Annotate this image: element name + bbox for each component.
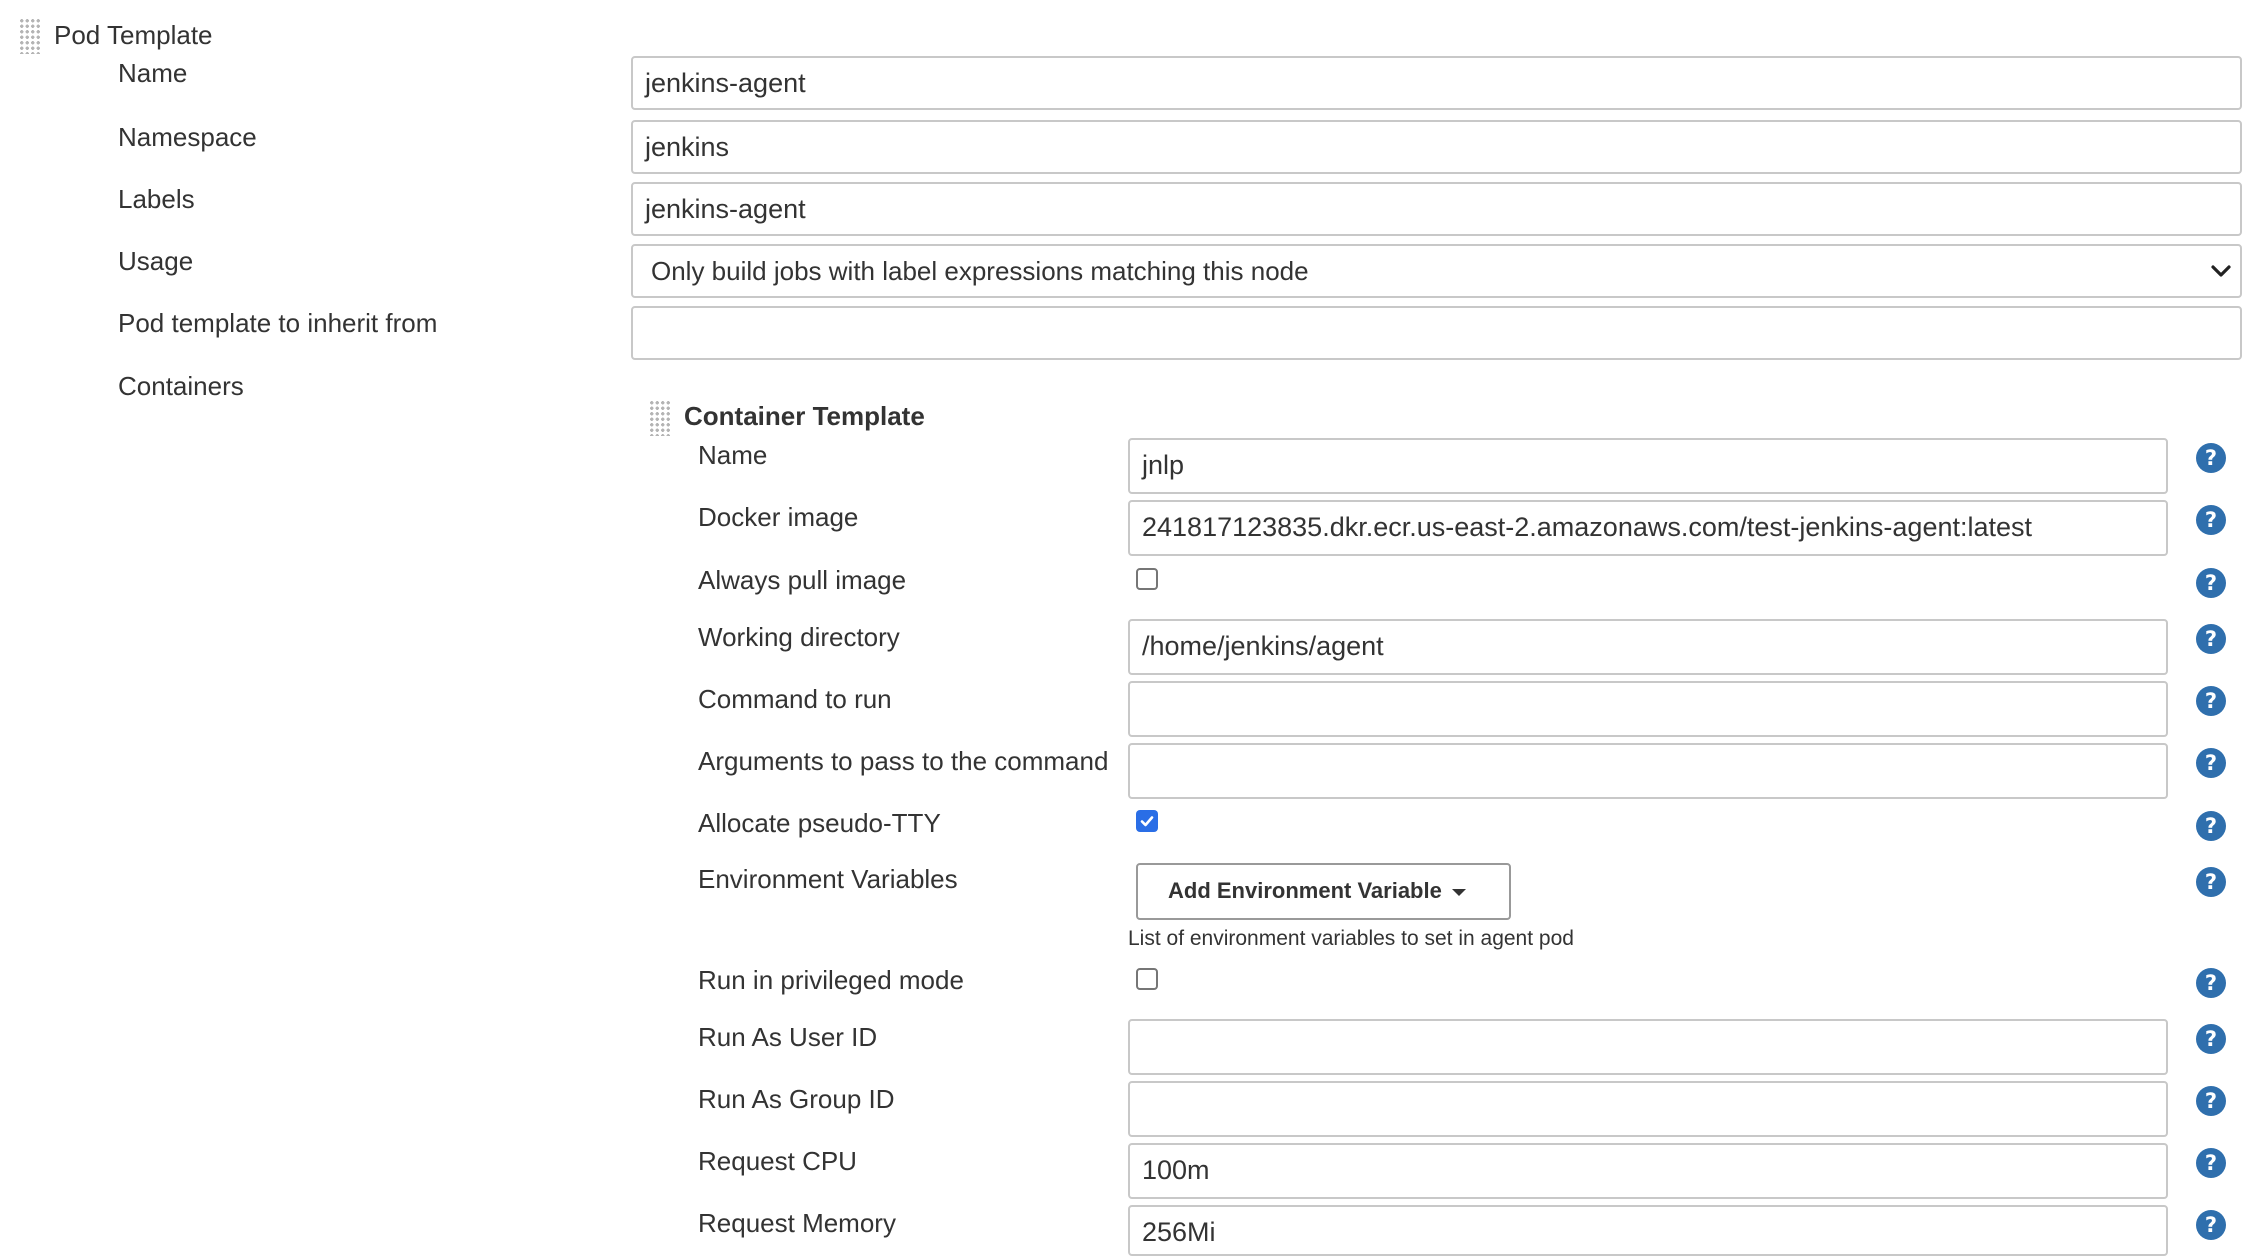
drag-handle-icon[interactable]: [19, 18, 41, 54]
always-pull-label: Always pull image: [698, 565, 907, 595]
env-vars-description: List of environment variables to set in agent pod: [1128, 927, 1574, 950]
run-as-group-label: Run As Group ID: [698, 1084, 895, 1114]
help-icon[interactable]: ?: [2196, 568, 2226, 598]
labels-label: Labels: [118, 184, 195, 214]
tty-checkbox[interactable]: [1136, 810, 1158, 832]
help-icon[interactable]: ?: [2196, 505, 2226, 535]
run-as-group-input[interactable]: [1128, 1081, 2168, 1137]
containers-label: Containers: [118, 371, 244, 401]
inherit-from-label: Pod template to inherit from: [118, 308, 438, 338]
caret-down-icon: [1452, 889, 1466, 896]
request-cpu-label: Request CPU: [698, 1146, 857, 1176]
checkmark-icon: [1139, 813, 1155, 829]
pod-name-input[interactable]: jenkins-agent: [631, 56, 2242, 110]
help-icon[interactable]: ?: [2196, 1148, 2226, 1178]
args-label: Arguments to pass to the command: [698, 746, 1109, 776]
working-dir-label: Working directory: [698, 622, 900, 652]
usage-label: Usage: [118, 246, 194, 276]
help-icon[interactable]: ?: [2196, 748, 2226, 778]
request-memory-input[interactable]: 256Mi: [1128, 1205, 2168, 1256]
pod-template-title: Pod Template: [54, 20, 213, 50]
labels-input[interactable]: jenkins-agent: [631, 182, 2242, 236]
request-cpu-input[interactable]: 100m: [1128, 1143, 2168, 1199]
container-name-label: Name: [698, 440, 768, 470]
command-input[interactable]: [1128, 681, 2168, 737]
help-icon[interactable]: ?: [2196, 624, 2226, 654]
help-icon[interactable]: ?: [2196, 443, 2226, 473]
env-vars-label: Environment Variables: [698, 864, 958, 894]
working-dir-input[interactable]: /home/jenkins/agent: [1128, 619, 2168, 675]
help-icon[interactable]: ?: [2196, 1210, 2226, 1240]
help-icon[interactable]: ?: [2196, 1086, 2226, 1116]
chevron-down-icon: [2208, 260, 2234, 282]
pod-name-label: Name: [118, 58, 188, 88]
add-env-var-button[interactable]: [1136, 863, 1511, 920]
help-icon[interactable]: ?: [2196, 968, 2226, 998]
usage-selected-value: Only build jobs with label expressions matching this node: [651, 256, 1309, 286]
container-template-title: Container Template: [684, 401, 925, 431]
inherit-from-input[interactable]: [631, 306, 2242, 360]
docker-image-input[interactable]: 241817123835.dkr.ecr.us-east-2.amazonaws.com/test-jenkins-agent:latest: [1128, 500, 2168, 556]
privileged-label: Run in privileged mode: [698, 965, 964, 995]
add-env-var-button-label: Add Environment Variable: [1168, 878, 1442, 903]
help-icon[interactable]: ?: [2196, 811, 2226, 841]
help-icon[interactable]: ?: [2196, 867, 2226, 897]
namespace-label: Namespace: [118, 122, 257, 152]
help-icon[interactable]: ?: [2196, 686, 2226, 716]
container-name-input[interactable]: jnlp: [1128, 438, 2168, 494]
privileged-checkbox[interactable]: [1136, 968, 1158, 990]
args-input[interactable]: [1128, 743, 2168, 799]
docker-image-label: Docker image: [698, 502, 859, 532]
tty-label: Allocate pseudo-TTY: [698, 808, 941, 838]
run-as-user-input[interactable]: [1128, 1019, 2168, 1075]
command-label: Command to run: [698, 684, 892, 714]
run-as-user-label: Run As User ID: [698, 1022, 878, 1052]
container-drag-handle-icon[interactable]: [649, 400, 671, 436]
namespace-input[interactable]: jenkins: [631, 120, 2242, 174]
request-memory-label: Request Memory: [698, 1208, 896, 1238]
help-icon[interactable]: ?: [2196, 1024, 2226, 1054]
usage-select[interactable]: [631, 244, 2242, 298]
always-pull-checkbox[interactable]: [1136, 568, 1158, 590]
